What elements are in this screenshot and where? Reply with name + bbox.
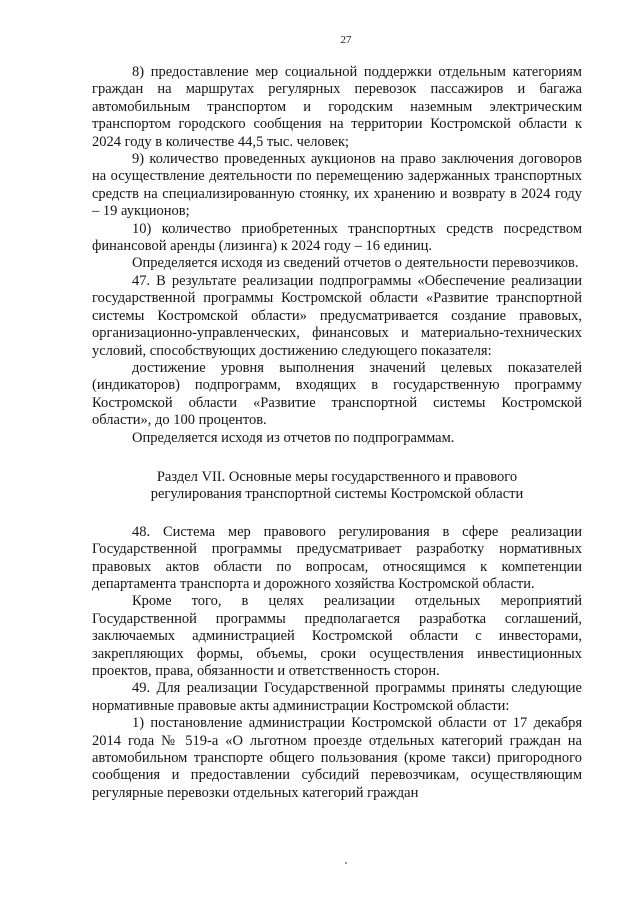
paragraph-item-10: 10) количество приобретенных транспортных средств посредством финансовой аренды (лизинга) к 2024 году – 16 единиц. [92,220,582,255]
section-heading-line-1: Раздел VII. Основные меры государственного и правового [156,468,518,485]
paragraph-item-9: 9) количество проведенных аукционов на право заключения договоров на осуществление деятельности по перемещению задержанных транспортных средств на специализированную стоянку, их хранению и возврату в 2024 году – 19 аукционов; [92,151,582,220]
paragraph-item-8: 8) предоставление мер социальной поддержки отдельным категориям граждан на маршрутах регулярных перевозок пассажиров и багажа автомобильным транспортом и городским наземным электрическим транспортом городского сообщения на территории Костромской области к 2024 году в количестве 44,5 тыс. человек; [92,64,582,150]
page-number: 27 [340,34,352,46]
paragraph-regulation-1: 1) постановление администрации Костромской области от 17 декабря 2014 года № 519-а «О льготном проезде отдельных категорий граждан на автомобильном транспорте общего пользования (кроме такси) пригородного сообщения и предоставлении субсидий перевозчикам, осуществляющим регулярные перевозки отдельных категорий граждан [92,715,582,801]
section-heading-line-2: регулирования транспортной системы Костромской области [150,486,524,503]
paragraph-49: 49. Для реализации Государственной программы приняты следующие нормативные правовые акты администрации Костромской области: [92,680,582,714]
paragraph-48: 48. Система мер правового регулирования в сфере реализации Государственной программы предусматривает разработку нормативных правовых актов области по вопросам, относящимся к компетенции департамента транспорта и дорожного хозяйства Костромской области. [92,523,582,592]
paragraph-determination-subprograms: Определяется исходя из отчетов по подпрограммам. [132,429,455,446]
paragraph-47: 47. В результате реализации подпрограммы «Обеспечение реализации государственной программы Костромской области «Развитие транспортной системы Костромской области» предусматривается создание правовых, организационно-управленческих, финансовых и материально-технических условий, способствующих достижению следующего показателя: [92,272,582,359]
paragraph-agreements: Кроме того, в целях реализации отдельных мероприятий Государственной программы предполагается разработка соглашений, заключаемых администрацией Костромской области с инвесторами, закрепляющих формы, объемы, сроки осуществления инвестиционных проектов, права, обязанности и ответственность сторон. [92,593,582,679]
paragraph-indicator-achievement: достижение уровня выполнения значений целевых показателей (индикаторов) подпрограмм, входящих в государственную программу Костромской области «Развитие транспортной системы Костромской области», до 100 процентов. [92,359,582,429]
scan-dot [345,862,347,864]
paragraph-determination-carriers: Определяется исходя из сведений отчетов о деятельности перевозчиков. [132,255,579,272]
section-heading [92,469,582,504]
